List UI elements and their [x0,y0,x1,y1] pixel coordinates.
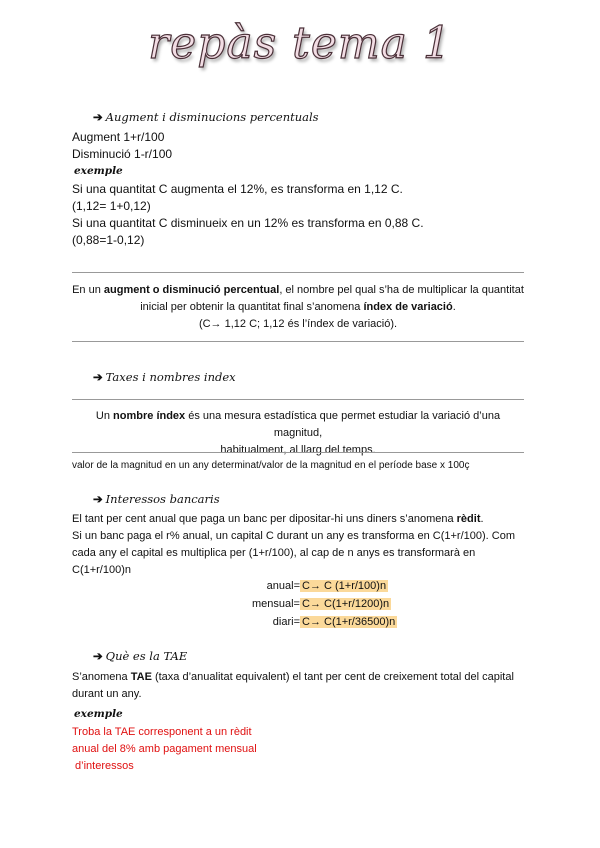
text-line: Si una quantitat C augmenta el 12%, es transforma en 1,12 C. [72,182,403,196]
box-bold: nombre índex [113,410,186,422]
page-title: repàs tema 1 [148,18,452,69]
box-text: . [452,301,456,313]
text-line: C(1+r/100)n [72,564,132,576]
index-formula: valor de la magnitud en un any determinat/valor de la magnitud en el període base x 100ç [72,460,470,471]
definition-box-variation [72,282,524,333]
box-text: , el nombre pel qual s’ha de multiplicar la quantitat [279,284,524,296]
exercise-line: d’interessos [72,760,134,772]
text-bold: TAE [130,671,152,683]
divider [72,399,524,400]
formula-label: anual= [266,580,300,592]
text-part: S’anomena [72,671,131,683]
formula-value: C→ C(1+r/1200)n [302,598,390,610]
section-heading-percent [93,110,319,124]
arrow-right-icon: ➔ [93,110,103,124]
box-bold: índex de variació [363,301,453,313]
formula-value: C→ C(1+r/36500)n [302,616,396,628]
heading-text: Taxes i nombres index [105,370,236,384]
box-text: és una mesura estadística que permet estudiar la variació d’una magnitud, [185,410,501,439]
heading-text: Augment i disminucions percentuals [105,110,319,124]
text-line [72,513,484,525]
formula-annual [0,580,600,592]
section-heading-taxes [93,370,236,384]
text-part: El tant per cent anual que paga un banc per dipositar-hi uns diners s’anomena [72,513,457,525]
arrow-right-icon: ➔ [93,370,103,384]
text-line [72,671,514,683]
box-bold: augment o disminució percentual [103,284,280,296]
exercise-line: anual del 8% amb pagament mensual [72,743,257,755]
box-text: Un [95,410,114,422]
box-text: inicial per obtenir la quantitat final s’anomena [140,301,364,313]
section-heading-interest [93,492,220,506]
box-text: (C→ 1,12 C; 1,12 és l’índex de variació). [198,318,398,330]
formula-value: C→ C (1+r/100)n [302,580,387,592]
divider [72,341,524,342]
example-label: exemple [74,165,123,177]
heading-text: Interessos bancaris [105,492,220,506]
text-line: Disminució 1-r/100 [72,147,173,161]
text-bold: rèdit [456,513,481,525]
text-line: Si una quantitat C disminueix en un 12% es transforma en 0,88 C. [72,216,424,230]
divider [72,272,524,273]
arrow-right-icon: ➔ [93,492,103,506]
box-text: habitualment, al llarg del temps. [220,444,376,456]
formula-monthly [0,598,600,610]
box-text: En un [72,284,104,296]
text-part: . [480,513,484,525]
text-line: cada any el capital es multiplica per (1+r/100), al cap de n anys es transformarà en [72,547,476,559]
heading-text: Què es la TAE [105,649,188,663]
example-label: exemple [74,708,123,720]
text-line: Si un banc paga el r% anual, un capital C durant un any es transforma en C(1+r/100). Com [72,530,515,542]
text-line: (0,88=1-0,12) [72,233,145,247]
text-part: (taxa d’anualitat equivalent) el tant per cent de creixement total del capital [151,671,514,683]
exercise-line: Troba la TAE corresponent a un rèdit [72,726,252,738]
section-heading-tae [93,649,187,663]
divider [72,452,524,453]
text-line: durant un any. [72,688,142,700]
formula-label: mensual= [251,598,300,610]
formula-daily [0,616,600,628]
text-line: Augment 1+r/100 [72,130,165,144]
formula-label: diari= [272,616,300,628]
text-line: (1,12= 1+0,12) [72,199,151,213]
arrow-right-icon: ➔ [93,649,103,663]
